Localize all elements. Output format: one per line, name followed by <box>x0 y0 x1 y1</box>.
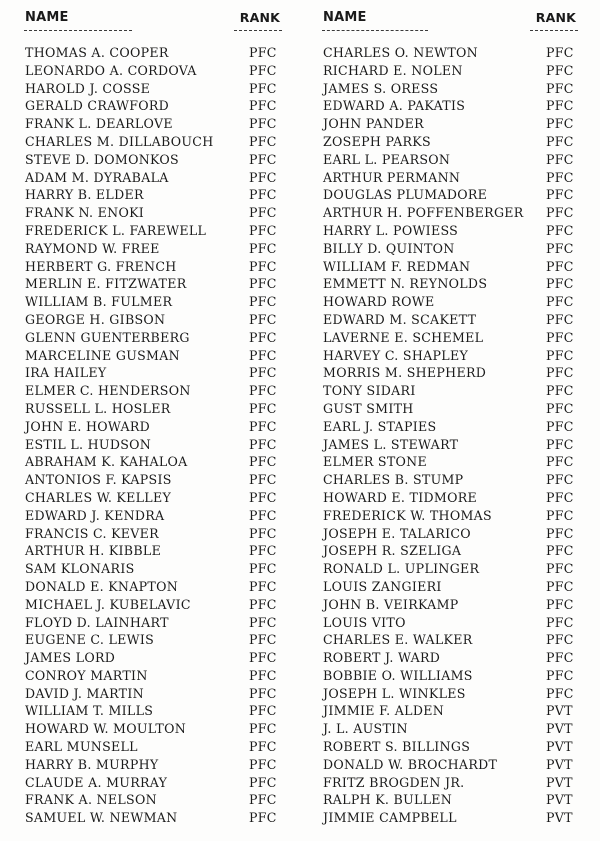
soldier-name: JOSEPH E. TALARICO <box>323 525 471 541</box>
roster-row <box>24 685 282 703</box>
soldier-name: HARRY B. MURPHY <box>25 756 159 772</box>
roster-row <box>322 240 578 258</box>
soldier-name: MARCELINE GUSMAN <box>25 347 180 363</box>
roster-row <box>24 809 282 827</box>
soldier-rank: PFC <box>249 133 277 149</box>
soldier-name: TONY SIDARI <box>323 383 416 399</box>
rank-header: RANK <box>535 10 576 25</box>
soldier-name: BOBBIE O. WILLIAMS <box>323 667 473 683</box>
column-header-right <box>322 10 578 30</box>
soldier-name: HARVEY C. SHAPLEY <box>323 347 469 363</box>
soldier-name: IRA HAILEY <box>25 365 107 381</box>
soldier-name: RALPH K. BULLEN <box>323 792 453 808</box>
soldier-rank: PFC <box>249 632 277 648</box>
soldier-name: HARRY L. POWIESS <box>323 222 459 238</box>
soldier-name: EUGENE C. LEWIS <box>25 632 155 648</box>
soldier-rank: PFC <box>546 632 574 648</box>
roster-row <box>24 329 282 347</box>
roster-rows-right <box>322 44 578 827</box>
soldier-rank: PFC <box>546 472 574 488</box>
soldier-rank: PFC <box>546 543 574 559</box>
roster-column-left <box>24 10 282 826</box>
header-underline-rank <box>530 30 578 31</box>
soldier-name: GLENN GUENTERBERG <box>25 329 190 345</box>
roster-row <box>24 311 282 329</box>
soldier-name: SAMUEL W. NEWMAN <box>25 810 178 826</box>
soldier-rank: PFC <box>249 187 277 203</box>
soldier-name: FRANK L. DEARLOVE <box>25 116 173 132</box>
soldier-name: FLOYD D. LAINHART <box>25 614 169 630</box>
roster-row <box>24 80 282 98</box>
soldier-name: FRANK N. ENOKI <box>25 205 145 221</box>
roster-row <box>24 649 282 667</box>
roster-row <box>322 649 578 667</box>
roster-row <box>322 453 578 471</box>
roster-row <box>322 62 578 80</box>
roster-row <box>24 133 282 151</box>
roster-row <box>24 204 282 222</box>
soldier-rank: PFC <box>249 80 277 96</box>
name-header: NAME <box>25 10 69 25</box>
soldier-rank: PFC <box>546 614 574 630</box>
soldier-rank: PFC <box>546 98 574 114</box>
soldier-rank: PFC <box>249 205 277 221</box>
roster-row <box>322 596 578 614</box>
soldier-rank: PFC <box>546 258 574 274</box>
roster-row <box>322 418 578 436</box>
soldier-rank: PFC <box>546 187 574 203</box>
soldier-rank: PFC <box>546 436 574 452</box>
soldier-rank: PFC <box>249 258 277 274</box>
roster-row <box>24 453 282 471</box>
roster-row <box>322 542 578 560</box>
header-underline-rank <box>234 30 282 31</box>
roster-row <box>322 293 578 311</box>
soldier-rank: PFC <box>546 365 574 381</box>
soldier-name: STEVE D. DOMONKOS <box>25 151 179 167</box>
soldier-rank: PFC <box>249 756 277 772</box>
roster-row <box>24 631 282 649</box>
soldier-name: HOWARD W. MOULTON <box>25 721 187 737</box>
soldier-name: FREDERICK W. THOMAS <box>323 507 492 523</box>
roster-column-right <box>322 10 578 826</box>
roster-row <box>24 596 282 614</box>
soldier-name: DOUGLAS PLUMADORE <box>323 187 488 203</box>
roster-row <box>24 186 282 204</box>
soldier-rank: PVT <box>546 721 573 737</box>
roster-row <box>322 631 578 649</box>
soldier-name: JAMES S. ORESS <box>323 80 439 96</box>
soldier-name: JAMES L. STEWART <box>323 436 459 452</box>
roster-row <box>24 240 282 258</box>
roster-row <box>24 400 282 418</box>
soldier-rank: PFC <box>249 792 277 808</box>
soldier-rank: PFC <box>249 489 277 505</box>
soldier-name: RUSSELL L. HOSLER <box>25 400 171 416</box>
soldier-rank: PFC <box>249 561 277 577</box>
roster-row <box>322 97 578 115</box>
roster-row <box>322 400 578 418</box>
roster-row <box>322 115 578 133</box>
roster-row <box>322 186 578 204</box>
roster-row <box>24 578 282 596</box>
soldier-name: RONALD L. UPLINGER <box>323 561 480 577</box>
roster-row <box>322 809 578 827</box>
roster-row <box>24 364 282 382</box>
soldier-name: MERLIN E. FITZWATER <box>25 276 187 292</box>
roster-row <box>322 382 578 400</box>
soldier-name: JIMMIE F. ALDEN <box>323 703 445 719</box>
soldier-name: ARTHUR H. POFFENBERGER <box>323 205 524 221</box>
roster-row <box>322 667 578 685</box>
roster-row <box>24 62 282 80</box>
soldier-name: LAVERNE E. SCHEMEL <box>323 329 484 345</box>
soldier-name: CHARLES E. WALKER <box>323 632 473 648</box>
soldier-rank: PFC <box>249 169 277 185</box>
soldier-name: HOWARD E. TIDMORE <box>323 489 477 505</box>
soldier-rank: PVT <box>546 739 573 755</box>
roster-row <box>24 525 282 543</box>
soldier-name: EARL L. PEARSON <box>323 151 451 167</box>
soldier-rank: PFC <box>249 596 277 612</box>
soldier-name: EDWARD A. PAKATIS <box>323 98 466 114</box>
roster-row <box>24 720 282 738</box>
roster-row <box>24 169 282 187</box>
soldier-name: EARL J. STAPIES <box>323 418 437 434</box>
soldier-rank: PFC <box>249 311 277 327</box>
soldier-name: ADAM M. DYRABALA <box>25 169 169 185</box>
soldier-rank: PFC <box>249 276 277 292</box>
soldier-rank: PFC <box>546 133 574 149</box>
soldier-name: RICHARD E. NOLEN <box>323 62 463 78</box>
soldier-name: JAMES LORD <box>25 650 116 666</box>
soldier-name: LOUIS VITO <box>323 614 406 630</box>
soldier-rank: PFC <box>546 561 574 577</box>
soldier-rank: PFC <box>249 294 277 310</box>
soldier-name: ABRAHAM K. KAHALOA <box>25 454 188 470</box>
soldier-rank: PFC <box>249 329 277 345</box>
soldier-name: WILLIAM F. REDMAN <box>323 258 471 274</box>
roster-row <box>322 80 578 98</box>
soldier-name: JOSEPH L. WINKLES <box>323 685 466 701</box>
roster-row <box>322 275 578 293</box>
soldier-rank: PFC <box>546 205 574 221</box>
soldier-name: CHARLES O. NEWTON <box>323 45 478 60</box>
roster-row <box>24 791 282 809</box>
soldier-rank: PFC <box>546 685 574 701</box>
roster-row <box>24 151 282 169</box>
soldier-rank: PFC <box>249 721 277 737</box>
soldier-rank: PFC <box>546 507 574 523</box>
soldier-name: HARRY B. ELDER <box>25 187 144 203</box>
roster-row <box>24 258 282 276</box>
roster-row <box>322 614 578 632</box>
soldier-name: DAVID J. MARTIN <box>25 685 144 701</box>
soldier-rank: PFC <box>249 436 277 452</box>
soldier-rank: PFC <box>249 98 277 114</box>
soldier-name: ROBERT S. BILLINGS <box>323 739 471 755</box>
soldier-rank: PFC <box>249 222 277 238</box>
roster-row <box>322 578 578 596</box>
soldier-rank: PFC <box>249 774 277 790</box>
soldier-name: CHARLES W. KELLEY <box>25 489 172 505</box>
soldier-name: JOHN B. VEIRKAMP <box>323 596 459 612</box>
roster-row <box>322 169 578 187</box>
soldier-rank: PFC <box>249 650 277 666</box>
soldier-rank: PFC <box>546 383 574 399</box>
roster-rows-left <box>24 44 282 827</box>
roster-row <box>322 720 578 738</box>
soldier-rank: PFC <box>249 739 277 755</box>
soldier-name: FRITZ BROGDEN JR. <box>323 774 465 790</box>
roster-row <box>24 756 282 774</box>
soldier-name: ELMER C. HENDERSON <box>25 383 191 399</box>
soldier-name: WILLIAM B. FULMER <box>25 294 173 310</box>
roster-row <box>24 115 282 133</box>
roster-row <box>322 347 578 365</box>
soldier-rank: PFC <box>546 418 574 434</box>
roster-row <box>322 364 578 382</box>
soldier-rank: PFC <box>249 383 277 399</box>
roster-row <box>322 702 578 720</box>
soldier-name: SAM KLONARIS <box>25 561 135 577</box>
soldier-rank: PFC <box>249 151 277 167</box>
soldier-name: LEONARDO A. CORDOVA <box>25 62 197 78</box>
roster-row <box>322 685 578 703</box>
roster-row <box>322 436 578 454</box>
roster-row <box>24 97 282 115</box>
soldier-name: ZOSEPH PARKS <box>323 133 431 149</box>
soldier-name: CHARLES B. STUMP <box>323 472 464 488</box>
soldier-rank: PFC <box>249 418 277 434</box>
soldier-name: FRANK A. NELSON <box>25 792 157 808</box>
soldier-name: GEORGE H. GIBSON <box>25 311 166 327</box>
soldier-name: HAROLD J. COSSE <box>25 80 151 96</box>
soldier-rank: PFC <box>546 454 574 470</box>
roster-row <box>24 382 282 400</box>
soldier-name: MICHAEL J. KUBELAVIC <box>25 596 191 612</box>
soldier-rank: PFC <box>546 489 574 505</box>
soldier-name: ARTHUR PERMANN <box>323 169 461 185</box>
name-header: NAME <box>323 10 367 25</box>
roster-row <box>24 436 282 454</box>
roster-row <box>24 222 282 240</box>
soldier-name: EMMETT N. REYNOLDS <box>323 276 488 292</box>
soldier-name: ELMER STONE <box>323 454 427 470</box>
soldier-name: RAYMOND W. FREE <box>25 240 160 256</box>
soldier-name: MORRIS M. SHEPHERD <box>323 365 487 381</box>
soldier-name: CHARLES M. DILLABOUCH <box>25 133 214 149</box>
roster-row <box>24 667 282 685</box>
roster-row <box>322 560 578 578</box>
soldier-rank: PFC <box>249 543 277 559</box>
roster-row <box>24 471 282 489</box>
soldier-rank: PFC <box>249 365 277 381</box>
soldier-rank: PFC <box>546 169 574 185</box>
roster-row <box>24 293 282 311</box>
soldier-rank: PFC <box>546 276 574 292</box>
soldier-name: GUST SMITH <box>323 400 414 416</box>
soldier-name: JOHN PANDER <box>323 116 424 132</box>
roster-row <box>322 151 578 169</box>
roster-row <box>24 489 282 507</box>
soldier-rank: PFC <box>249 578 277 594</box>
soldier-rank: PFC <box>546 650 574 666</box>
soldier-rank: PFC <box>249 810 277 826</box>
soldier-rank: PFC <box>546 62 574 78</box>
soldier-rank: PFC <box>546 525 574 541</box>
soldier-name: THOMAS A. COOPER <box>25 45 169 60</box>
soldier-name: FREDERICK L. FAREWELL <box>25 222 207 238</box>
roster-row <box>322 471 578 489</box>
soldier-name: ANTONIOS F. KAPSIS <box>25 472 172 488</box>
soldier-name: EDWARD M. SCAKETT <box>323 311 477 327</box>
soldier-name: ROBERT J. WARD <box>323 650 441 666</box>
header-underline-name <box>24 30 132 31</box>
roster-row <box>322 258 578 276</box>
soldier-rank: PFC <box>546 329 574 345</box>
roster-row <box>322 774 578 792</box>
soldier-name: ESTIL L. HUDSON <box>25 436 152 452</box>
soldier-rank: PFC <box>249 472 277 488</box>
soldier-rank: PFC <box>546 151 574 167</box>
soldier-rank: PVT <box>546 774 573 790</box>
roster-row <box>24 614 282 632</box>
soldier-rank: PFC <box>546 667 574 683</box>
header-underline-name <box>322 30 428 31</box>
roster-row <box>24 738 282 756</box>
soldier-rank: PFC <box>249 614 277 630</box>
soldier-name: BILLY D. QUINTON <box>323 240 455 256</box>
soldier-rank: PFC <box>546 45 574 60</box>
soldier-rank: PVT <box>546 792 573 808</box>
roster-row <box>322 791 578 809</box>
roster-row <box>322 311 578 329</box>
soldier-name: HERBERT G. FRENCH <box>25 258 177 274</box>
roster-row <box>322 329 578 347</box>
soldier-name: ARTHUR H. KIBBLE <box>25 543 162 559</box>
soldier-rank: PFC <box>249 347 277 363</box>
roster-row <box>322 204 578 222</box>
rank-header: RANK <box>239 10 280 25</box>
soldier-rank: PFC <box>546 596 574 612</box>
soldier-name: FRANCIS C. KEVER <box>25 525 159 541</box>
soldier-rank: PFC <box>249 507 277 523</box>
soldier-name: JOSEPH R. SZELIGA <box>323 543 462 559</box>
soldier-name: HOWARD ROWE <box>323 294 435 310</box>
soldier-name: EARL MUNSELL <box>25 739 138 755</box>
soldier-rank: PFC <box>546 578 574 594</box>
roster-row <box>322 756 578 774</box>
soldier-rank: PVT <box>546 810 573 826</box>
soldier-name: DONALD W. BROCHARDT <box>323 756 498 772</box>
soldier-name: EDWARD J. KENDRA <box>25 507 165 523</box>
soldier-rank: PFC <box>249 240 277 256</box>
soldier-name: CONROY MARTIN <box>25 667 148 683</box>
soldier-rank: PFC <box>249 45 277 60</box>
soldier-name: CLAUDE A. MURRAY <box>25 774 168 790</box>
soldier-name: JOHN E. HOWARD <box>25 418 151 434</box>
roster-row <box>24 418 282 436</box>
soldier-rank: PFC <box>249 116 277 132</box>
soldier-rank: PFC <box>546 240 574 256</box>
roster-row <box>322 525 578 543</box>
roster-row <box>24 347 282 365</box>
soldier-name: J. L. AUSTIN <box>323 721 408 737</box>
soldier-rank: PFC <box>249 400 277 416</box>
roster-row <box>322 738 578 756</box>
roster-row <box>24 542 282 560</box>
roster-row <box>322 489 578 507</box>
roster-row <box>24 275 282 293</box>
soldier-rank: PFC <box>249 667 277 683</box>
soldier-rank: PFC <box>546 311 574 327</box>
roster-row <box>24 44 282 62</box>
soldier-name: LOUIS ZANGIERI <box>323 578 442 594</box>
soldier-rank: PVT <box>546 756 573 772</box>
soldier-name: JIMMIE CAMPBELL <box>323 810 457 826</box>
soldier-rank: PFC <box>546 80 574 96</box>
soldier-rank: PVT <box>546 703 573 719</box>
soldier-rank: PFC <box>546 294 574 310</box>
roster-row <box>24 560 282 578</box>
soldier-name: WILLIAM T. MILLS <box>25 703 154 719</box>
roster-row <box>24 774 282 792</box>
column-header-left <box>24 10 282 30</box>
soldier-name: DONALD E. KNAPTON <box>25 578 179 594</box>
roster-row <box>322 507 578 525</box>
soldier-rank: PFC <box>546 347 574 363</box>
soldier-rank: PFC <box>249 703 277 719</box>
soldier-name: GERALD CRAWFORD <box>25 98 170 114</box>
soldier-rank: PFC <box>546 116 574 132</box>
roster-row <box>322 222 578 240</box>
soldier-rank: PFC <box>546 222 574 238</box>
roster-row <box>24 507 282 525</box>
roster-row <box>322 133 578 151</box>
soldier-rank: PFC <box>249 525 277 541</box>
roster-row <box>24 702 282 720</box>
soldier-rank: PFC <box>249 685 277 701</box>
soldier-rank: PFC <box>249 62 277 78</box>
soldier-rank: PFC <box>546 400 574 416</box>
soldier-rank: PFC <box>249 454 277 470</box>
roster-row <box>322 44 578 62</box>
